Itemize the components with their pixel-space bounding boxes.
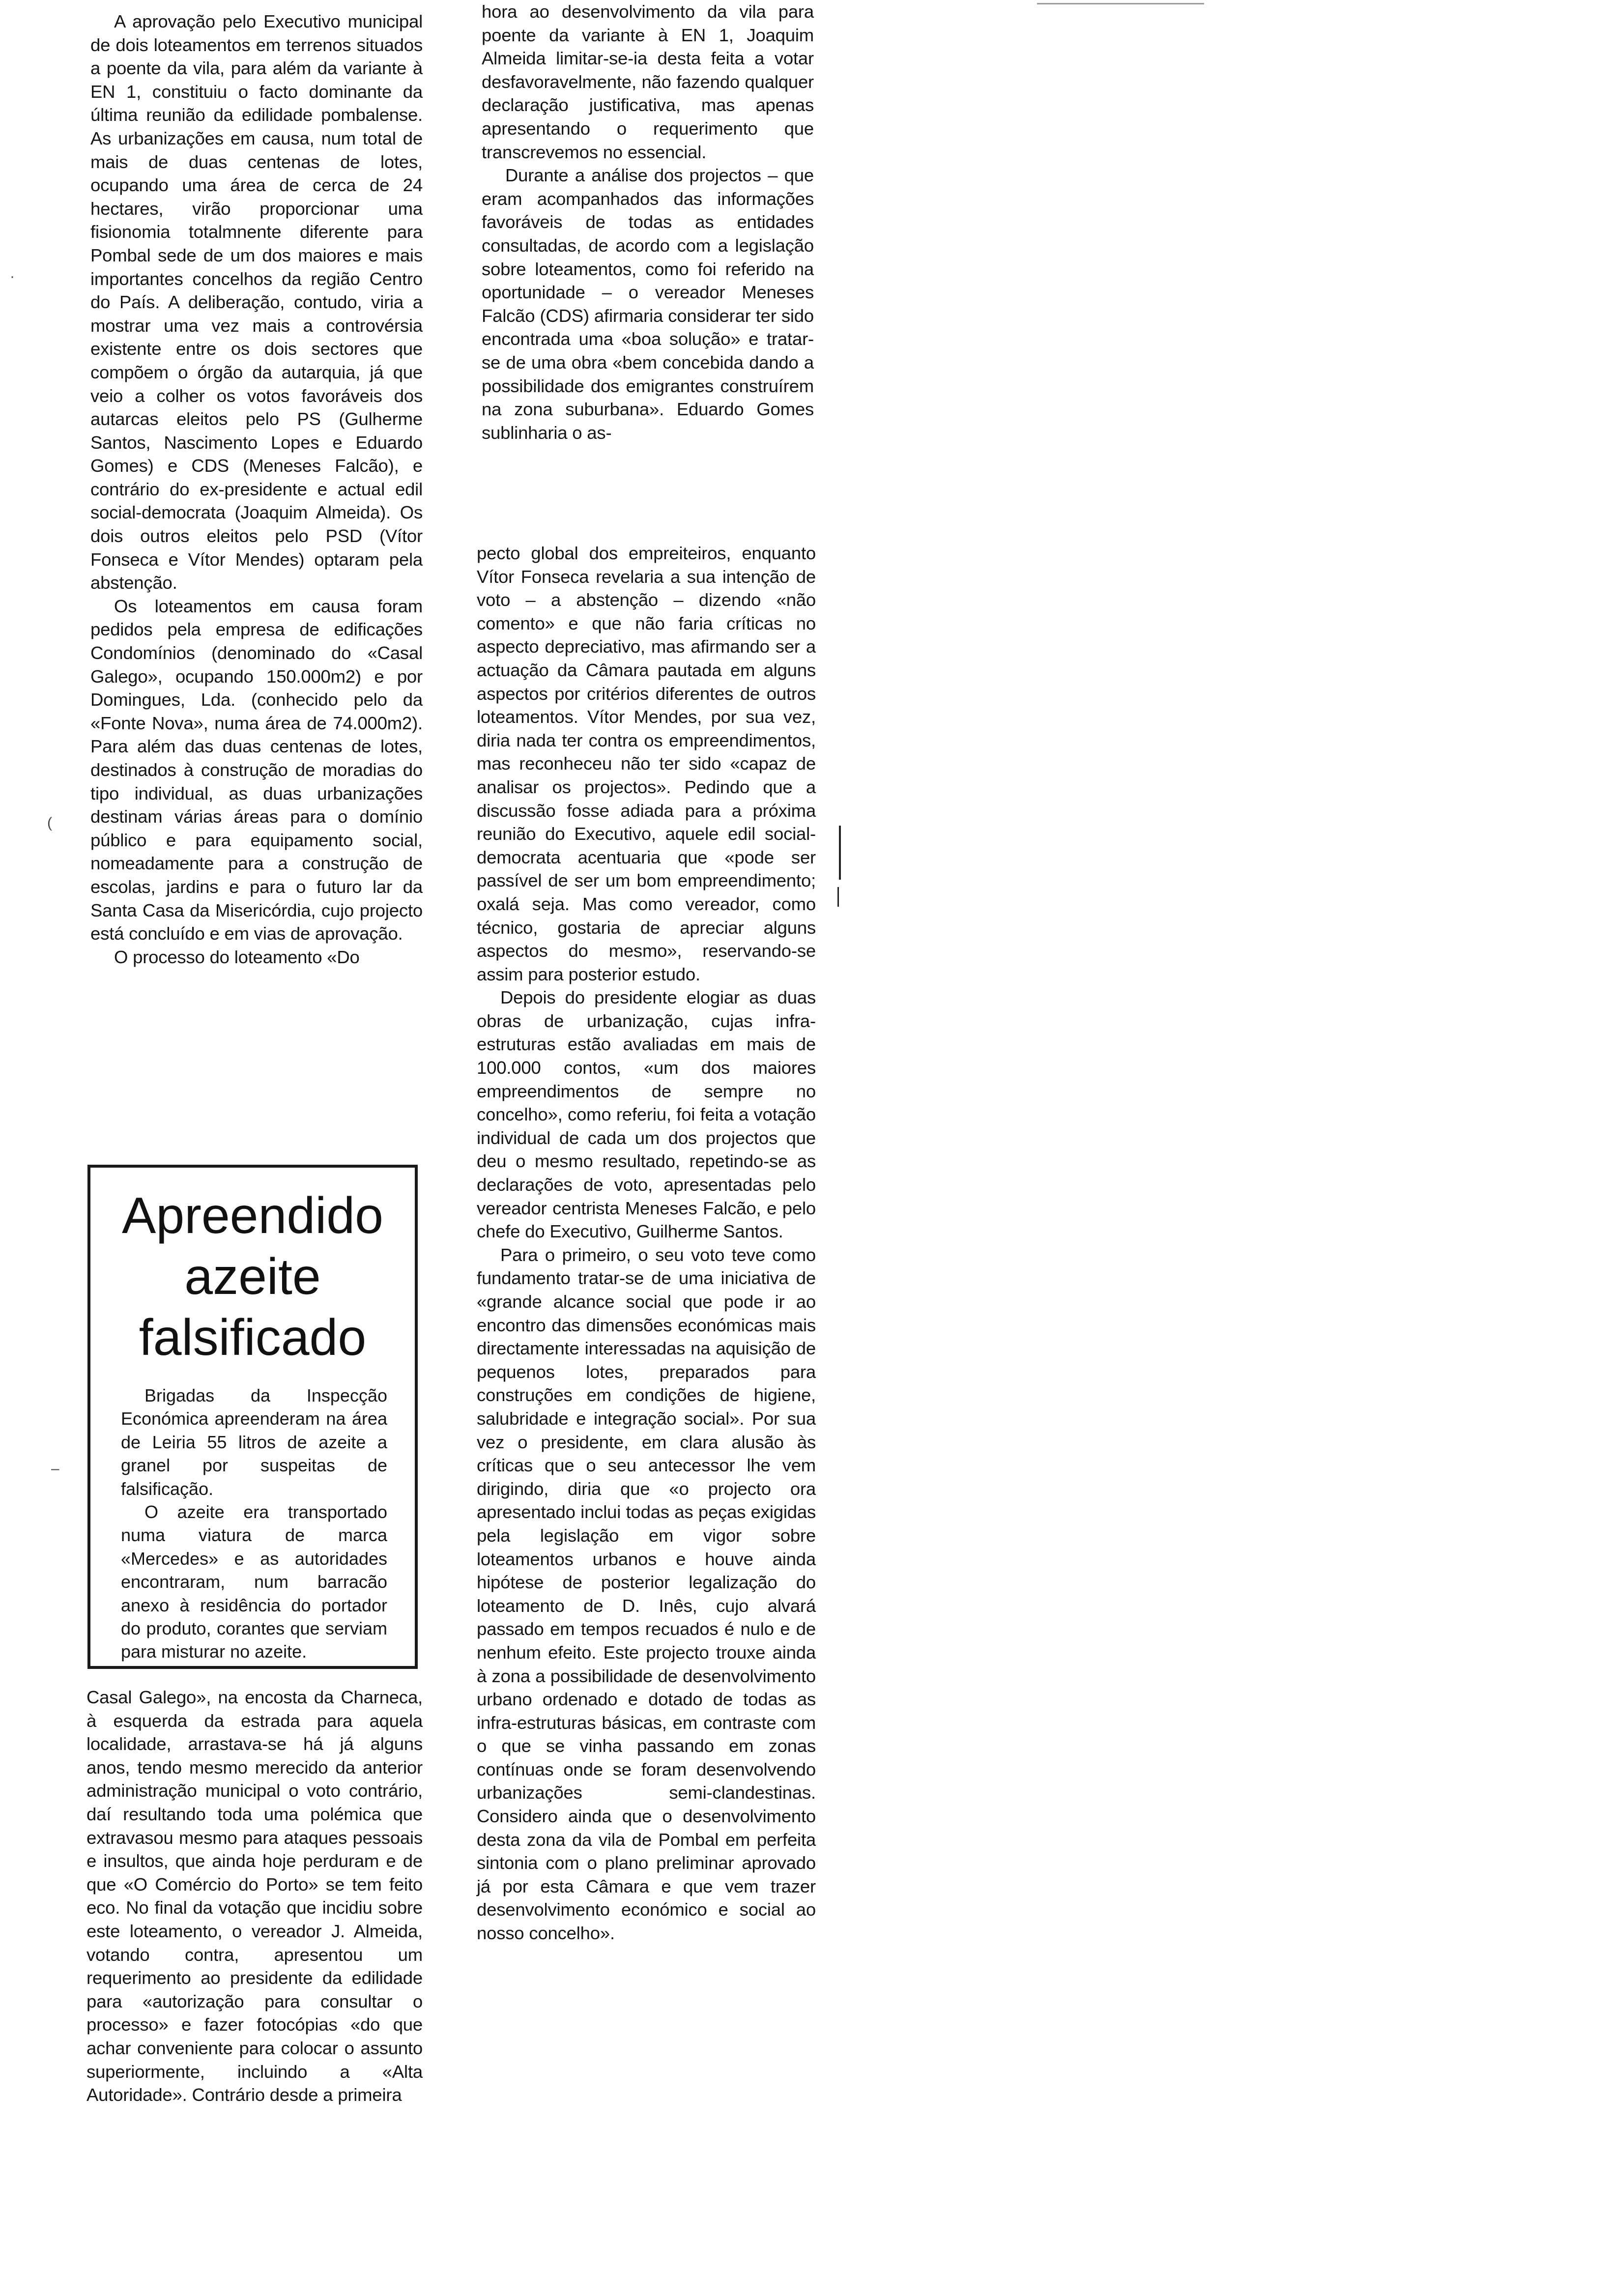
paragraph: hora ao desenvolvimento da vila para poente da variante à EN 1, Joaquim Almeida limitar-se-ia desta feita a votar desfavoravelmente, não fazendo qualquer declaração justificativa, mas apenas apresentando o requerimento que transcrevemos no essencial. [482,1,814,162]
paragraph: Brigadas da Inspecção Económica apreenderam na área de Leiria 55 litros de azeite a granel por suspeitas de falsificação. [121,1385,387,1499]
scan-mark-right-2 [837,887,839,907]
paragraph: Durante a análise dos projectos – que eram acompanhados das informações favoráveis de todas as entidades consultadas, de acordo com a legislação sobre loteamentos, como foi referido na oportunidade – o vereador Meneses Falcão (CDS) afirmaria considerar ter sido encontrada uma «boa solução» e tratar-se de uma obra «bem concebida dando a possibilidade dos emigrantes construírem na zona suburbana». Eduardo Gomes sublinharia o as- [482,165,814,443]
article-column-1-bottom [86,1686,423,2107]
paragraph: Para o primeiro, o seu voto teve como fundamento tratar-se de uma iniciativa de «grande alcance social que pode ir ao encontro das dimensões económicas mais directamente interessadas na aquisição de pequenos lotes, preparados para construções em condições de higiene, salubridade e integração social». Por sua vez o presidente, em clara alusão às críticas que o seu antecessor lhe vem dirigindo, diria que «o projecto ora apresentado inclui todas as peças exigidas pela legislação em vigor sobre loteamentos urbanos e houve ainda hipótese de posterior legalização do loteamento de D. Inês, cujo alvará passado em tempos recuados é nulo e de nenhum efeito. Este projecto trouxe ainda à zona a possibilidade de desenvolvimento urbano ordenado e dotado de todas as infra-estruturas básicas, em contraste com o que se vinha passando em zonas contínuas onde se foram desenvolvendo urbanizações semi-clandestinas. Considero ainda que o desenvolvimento desta zona da vila de Pombal em perfeita sintonia com o plano preliminar aprovado já por esta Câmara e que vem trazer desenvolvimento económico e social ao nosso concelho». [477,1244,816,1944]
paragraph: O processo do loteamento «Do [114,947,360,967]
paragraph: O azeite era transportado numa viatura de marca «Mercedes» e as autoridades encontraram, num barracão anexo à residência do portador do produto, corantes que serviam para misturar no azeite. [121,1502,387,1662]
article-column-2-top [482,0,814,444]
paragraph: pecto global dos empreiteiros, enquanto Vítor Fonseca revelaria a sua intenção de voto – a abstenção – dizendo «não comento» e que não faria críticas no aspecto depreciativo, mas afirmando ser a actuação da Câmara pautada em alguns aspectos por critérios diferentes de outros loteamentos. Vítor Mendes, por sua vez, diria nada ter contra os empreendimentos, mas reconheceu não ter sido «capaz de analisar os projectos». Pedindo que a discussão fosse adiada para a próxima reunião do Executivo, aquele edil social-democrata acentuaria que «pode ser passível de ser um bom empreendimento; oxalá seja. Mas como vereador, como técnico, gostaria de apreciar alguns aspectos do mesmo», reservando-se assim para posterior estudo. [477,543,816,984]
sidebar-box-body [121,1384,387,1664]
paragraph: Depois do presidente elogiar as duas obras de urbanização, cujas infra-estruturas estão avaliadas em mais de 100.000 contos, «um dos maiores empreendimentos de sempre no concelho», como referiu, foi feita a votação individual de cada um dos projectos que deu o mesmo resultado, repetindo-se as declarações de voto, apresentadas pelo vereador centrista Meneses Falcão, e pelo chefe do Executivo, Guilherme Santos. [477,987,816,1242]
sidebar-box-title [90,1185,415,1368]
sidebar-box-article [87,1165,418,1669]
paragraph: Casal Galego», na encosta da Charneca, à esquerda da estrada para aquela localidade, arrastava-se há já alguns anos, tendo mesmo merecido da anterior administração municipal o voto contrário, daí resultando toda uma polémica que extravasou mesmo para ataques pessoais e insultos, que ainda hoje perduram e de que «O Comércio do Porto» se tem feito eco. No final da votação que incidiu sobre este loteamento, o vereador J. Almeida, votando contra, apresentou um requerimento ao presidente da edilidade para «autorização para consultar o processo» e fazer fotocópias «do que achar conveniente para colocar o assunto superiormente, incluindo a «Alta Autoridade». Contrário desde a primeira [86,1687,423,2105]
title-line: azeite [184,1248,321,1305]
title-line: falsificado [139,1309,367,1366]
scan-speck-left-2: ( [47,815,52,831]
scan-speck-left-1: · [10,268,15,285]
scan-mark-right-1 [839,826,841,880]
paragraph: Os loteamentos em causa foram pedidos pela empresa de edificações Condomínios (denominado do «Casal Galego», ocupando 150.000m2) e por Domingues, Lda. (conhecido pelo da «Fonte Nova», numa área de 74.000m2). Para além das duas centenas de lotes, destinados à construção de moradias do tipo individual, as duas urbanizações destinam várias áreas para o domínio público e para equipamento social, nomeadamente para a construção de escolas, jardins e para o futuro lar da Santa Casa da Misericórdia, cujo projecto está concluído e em vias de aprovação. [90,596,423,944]
scan-line-top-right [1037,3,1204,4]
paragraph: A aprovação pelo Executivo municipal de dois loteamentos em terrenos situados a poente da vila, para além da variante à EN 1, constituiu o facto dominante da última reunião da edilidade pombalense. As urbanizações em causa, num total de mais de duas centenas de lotes, ocupando uma área de cerca de 24 hectares, virão proporcionar uma fisionomia totalmnente diferente para Pombal sede de um dos maiores e mais importantes concelhos da região Centro do País. A deliberação, contudo, viria a mostrar uma vez mais a controvérsia existente entre os dois sectores que compõem o órgão da autarquia, já que veio a colher os votos favoráveis dos autarcas eleitos pelo PS (Gulherme Santos, Nascimento Lopes e Eduardo Gomes) e CDS (Meneses Falcão), e contrário do ex-presidente e actual edil social-democrata (Joaquim Almeida). Os dois outros eleitos pelo PSD (Vítor Fonseca e Vítor Mendes) optaram pela abstenção. [90,11,423,593]
article-column-1-top [90,10,423,969]
scan-speck-left-3: – [51,1461,59,1477]
title-line: Apreendido [122,1187,383,1244]
article-column-2-bottom [477,542,816,1945]
